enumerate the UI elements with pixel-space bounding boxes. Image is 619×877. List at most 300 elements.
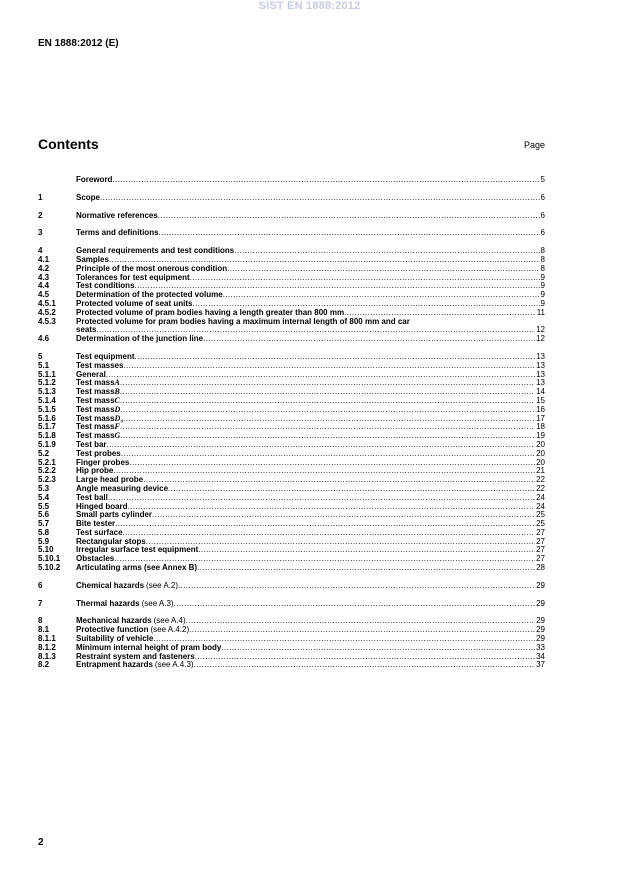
toc-entry-page: 33: [536, 642, 545, 652]
toc-entry-page: 27: [536, 536, 545, 546]
toc-entry-symbol: C: [114, 396, 120, 405]
toc-entry[interactable]: [38, 265, 545, 274]
toc-entry-title-text: Angle measuring device: [76, 484, 169, 493]
toc-entry[interactable]: [38, 626, 545, 635]
toc-entry-number: 5.2: [38, 448, 50, 458]
toc-entry-title: [76, 529, 535, 538]
dot-leader: [234, 247, 539, 256]
toc-entry-title: [76, 194, 540, 203]
toc-entry-reference: (see A.4): [153, 617, 186, 626]
toc-entry[interactable]: [38, 617, 545, 626]
toc-entry-page: 25: [536, 510, 545, 520]
toc-entry-title: [76, 617, 535, 626]
toc-entry-page: 20: [536, 457, 545, 467]
toc-entry-title: [76, 229, 540, 238]
toc-entry-title: [76, 644, 535, 653]
toc-entry-title: [76, 212, 540, 221]
toc-entry-symbol: D: [114, 405, 121, 414]
toc-entry[interactable]: [38, 661, 545, 670]
toc-entry-title-text: Test bar: [76, 440, 107, 449]
toc-entry[interactable]: [38, 529, 545, 538]
toc-entry-page: 22: [536, 475, 545, 485]
dot-leader: [135, 353, 536, 362]
toc-entry-title: [76, 176, 540, 185]
toc-entry-number: 5.7: [38, 519, 50, 529]
toc-entry-title-text: Foreword: [76, 176, 113, 184]
toc-entry-page: 29: [536, 616, 545, 626]
toc-entry-title: [76, 379, 535, 388]
toc-entry-page: 15: [536, 395, 545, 405]
toc-entry-title: [76, 335, 535, 344]
dot-leader: [115, 520, 535, 529]
toc-entry-page: 27: [536, 527, 545, 537]
toc-entry-title-text: Protected volume of seat units: [76, 299, 193, 308]
toc-entry-title: [76, 388, 535, 397]
toc-entry-title-text: Large head probe: [76, 476, 144, 485]
toc-entry-title: [76, 582, 535, 591]
toc-entry[interactable]: [38, 432, 545, 441]
toc-entry-title: [76, 467, 535, 476]
toc-entry-number: 5.10.2: [38, 563, 61, 573]
toc-entry-title-text: Principle of the most onerous condition: [76, 264, 228, 273]
toc-entry-title-text: Protected volume for pram bodies having a maximum internal length of 800 mm and car: [76, 317, 410, 326]
toc-entry[interactable]: [38, 511, 545, 520]
toc-entry-title: [76, 635, 535, 644]
toc-entry-title: [76, 282, 540, 291]
toc-entry-page: 8: [540, 246, 545, 256]
toc-entry[interactable]: [38, 485, 545, 494]
toc-entry-page: 34: [536, 651, 545, 661]
toc-entry[interactable]: [38, 520, 545, 529]
dot-leader: [186, 617, 535, 626]
toc-entry-title: [76, 371, 535, 380]
toc-entry-number: 5.10: [38, 545, 54, 555]
toc-entry[interactable]: [38, 406, 545, 415]
toc-entry-title: [76, 503, 535, 512]
toc-entry-title-text: Samples: [76, 255, 109, 264]
toc-entry-title: [76, 353, 535, 362]
toc-entry-number: 8.1.3: [38, 651, 56, 661]
dot-leader: [120, 423, 535, 432]
toc-entry-title: [76, 406, 535, 415]
dot-leader: [112, 176, 539, 185]
dot-leader: [227, 265, 539, 274]
toc-entry-title-text: Minimum internal height of pram body: [76, 643, 222, 652]
toc-entry-title-text: Chemical hazards: [76, 581, 145, 590]
toc-entry-title: [76, 555, 535, 564]
toc-entry-page: 19: [536, 431, 545, 441]
toc-entry-title: [76, 256, 540, 265]
dot-leader: [123, 529, 536, 538]
toc-entry[interactable]: [38, 362, 545, 371]
toc-entry-title-text: Test mass: [76, 432, 115, 441]
toc-entry-title-text: Test equipment: [76, 352, 135, 361]
dot-leader: [129, 459, 535, 468]
toc-entry-title: [76, 274, 540, 283]
dot-leader: [120, 397, 535, 406]
toc-entry-number: 2: [38, 210, 43, 220]
dot-leader: [223, 291, 540, 300]
toc-entry-page: 6: [540, 228, 545, 238]
dot-leader: [178, 582, 535, 591]
toc-entry-number: 5.1.7: [38, 422, 56, 432]
toc-entry-page: 11: [536, 307, 545, 317]
toc-entry[interactable]: [38, 494, 545, 503]
toc-entry[interactable]: [38, 582, 545, 591]
toc-entry[interactable]: [38, 212, 545, 221]
toc-entry[interactable]: [38, 229, 545, 238]
toc-entry[interactable]: [38, 247, 545, 256]
toc-entry-symbol: F: [114, 423, 120, 432]
toc-entry-page: 9: [540, 281, 545, 291]
dot-leader: [113, 467, 535, 476]
toc-entry-number: 5.10.1: [38, 554, 61, 564]
toc-entry-page: 20: [536, 448, 545, 458]
toc-entry-page: 22: [536, 483, 545, 493]
toc-entry-number: 8: [38, 616, 43, 626]
toc-entry-number: 8.1: [38, 625, 50, 635]
toc-entry-title-text: Obstacles: [76, 555, 115, 564]
toc-entry-title: [76, 362, 535, 371]
dot-leader: [143, 476, 535, 485]
dot-leader: [153, 635, 535, 644]
dot-leader: [120, 406, 535, 415]
toc-entry-page: 5: [540, 175, 545, 184]
toc-entry-symbol: G: [114, 432, 121, 441]
toc-entry-title-text: Terms and definitions: [76, 229, 159, 238]
toc-entry-page: 9: [540, 290, 545, 300]
toc-entry-title: [76, 265, 540, 274]
toc-entry-number: 8.2: [38, 660, 50, 670]
toc-entry-title: [76, 300, 540, 309]
toc-entry[interactable]: [38, 600, 545, 609]
toc-entry-title: [76, 546, 535, 555]
toc-entry-page: 8: [540, 254, 545, 264]
toc-entry-number: 5.1.2: [38, 378, 56, 388]
dot-leader: [135, 282, 540, 291]
toc-entry[interactable]: [38, 353, 545, 362]
toc-entry-title-text: Test ball: [76, 493, 108, 502]
toc-entry-title-text: Test probes: [76, 449, 121, 458]
toc-entry-page: 16: [536, 404, 545, 414]
document-id: EN 1888:2012 (E): [38, 38, 119, 49]
toc-entry-title: [76, 459, 535, 468]
dot-leader: [190, 274, 540, 283]
toc-entry-number: 4.4: [38, 281, 50, 291]
dot-leader: [120, 388, 535, 397]
toc-entry-symbol: B: [114, 388, 120, 397]
dot-leader: [174, 600, 536, 609]
toc-entry-page: 29: [536, 634, 545, 644]
toc-entry[interactable]: [38, 555, 545, 564]
dot-leader: [159, 229, 540, 238]
toc-entry-page: 13: [536, 369, 545, 379]
toc-entry-title-text: Restraint system and fasteners: [76, 652, 195, 661]
toc-entry-title: [76, 476, 535, 485]
toc-entry-title-text: Articulating arms (see Annex B): [76, 564, 198, 573]
toc-entry-page: 21: [536, 466, 545, 476]
toc-entry-page: 27: [536, 545, 545, 555]
toc-entry-reference: (see A.4.2): [150, 626, 190, 635]
toc-entry-title: [76, 626, 535, 635]
toc-entry-number: 6: [38, 580, 43, 590]
dot-leader: [189, 626, 535, 635]
toc-entry[interactable]: [38, 644, 545, 653]
toc-entry-number: 4.5.3: [38, 316, 56, 326]
toc-entry-title-text: Normative references: [76, 211, 158, 220]
toc-entry[interactable]: [38, 388, 545, 397]
toc-entry[interactable]: [38, 564, 545, 573]
toc-entry-title-text: Irregular surface test equipment: [76, 546, 199, 555]
dot-leader: [106, 371, 535, 380]
table-of-contents: [38, 176, 545, 670]
toc-entry-title-text: Rectangular stops: [76, 537, 146, 546]
toc-entry[interactable]: [38, 176, 545, 185]
dot-leader: [197, 564, 535, 573]
toc-entry-number: 1: [38, 192, 43, 202]
toc-entry-title: [76, 397, 535, 406]
toc-entry-page: 14: [536, 387, 545, 397]
toc-entry-number: 8.1.2: [38, 642, 56, 652]
toc-entry-number: 5.1.5: [38, 404, 56, 414]
toc-entry-title-text: Determination of the protected volume: [76, 291, 223, 300]
toc-entry-page: 6: [540, 192, 545, 202]
toc-entry-title-text: Test mass: [76, 388, 115, 397]
toc-entry[interactable]: [38, 318, 545, 336]
toc-entry-title: [76, 432, 535, 441]
toc-entry-page: 27: [536, 554, 545, 564]
toc-entry[interactable]: [38, 450, 545, 459]
toc-entry-title: [76, 247, 540, 256]
toc-entry-title-text: Tolerances for test equipment: [76, 273, 190, 282]
toc-entry-title: [76, 520, 535, 529]
toc-entry-title-text: Bite tester: [76, 520, 116, 529]
toc-entry-number: 4.2: [38, 263, 50, 273]
toc-entry-page: 29: [536, 625, 545, 635]
toc-entry-page: 13: [536, 351, 545, 361]
toc-entry-title-text: Test mass: [76, 379, 115, 388]
toc-entry-page: 24: [536, 492, 545, 502]
dot-leader: [108, 494, 535, 503]
toc-entry-title: [76, 485, 535, 494]
toc-entry-page: 29: [536, 580, 545, 590]
toc-entry-page: 17: [536, 413, 545, 423]
toc-entry-number: 5.2.3: [38, 475, 56, 485]
watermark: SIST EN 1888:2012: [258, 0, 361, 12]
toc-entry-page: 18: [536, 422, 545, 432]
toc-entry[interactable]: [38, 300, 545, 309]
dot-leader: [195, 653, 535, 662]
toc-entry[interactable]: [38, 379, 545, 388]
toc-entry-title-text: Test mass: [76, 396, 115, 405]
toc-entry-number: 5.4: [38, 492, 50, 502]
toc-entry-title: [76, 450, 535, 459]
toc-entry-title-text: Protective function: [76, 626, 149, 635]
toc-entry-title: [76, 564, 535, 573]
toc-entry-number: 4.3: [38, 272, 50, 282]
toc-entry[interactable]: [38, 397, 545, 406]
toc-entry-page: 20: [536, 439, 545, 449]
toc-entry-number: 5.2.1: [38, 457, 56, 467]
toc-entry-title: [76, 538, 535, 547]
toc-entry-number: 5.1: [38, 360, 50, 370]
toc-entry-page: 25: [536, 519, 545, 529]
toc-entry-number: 5.1.1: [38, 369, 56, 379]
dot-leader: [123, 415, 535, 424]
toc-entry-page: 13: [536, 378, 545, 388]
toc-entry-number: 5.1.4: [38, 395, 56, 405]
toc-entry-title-text: Finger probes: [76, 458, 130, 467]
toc-entry-title: [76, 511, 535, 520]
toc-entry[interactable]: [38, 467, 545, 476]
toc-entry[interactable]: [38, 423, 545, 432]
toc-entry-title-text: Determination of the junction line: [76, 335, 204, 344]
toc-entry-title-text: Hip probe: [76, 467, 114, 476]
dot-leader: [198, 546, 535, 555]
toc-entry-title: [76, 600, 535, 609]
toc-entry[interactable]: [38, 309, 545, 318]
toc-entry-number: 8.1.1: [38, 634, 56, 644]
toc-entry[interactable]: [38, 256, 545, 265]
toc-entry[interactable]: [38, 335, 545, 344]
toc-entry-page: 12: [536, 334, 545, 344]
toc-entry-title: [76, 309, 536, 318]
toc-entry-number: 5.1.6: [38, 413, 56, 423]
toc-entry[interactable]: [38, 274, 545, 283]
dot-leader: [128, 503, 536, 512]
toc-entry-title-text: Thermal hazards: [76, 599, 140, 608]
toc-entry-page: 12: [536, 325, 545, 335]
toc-entry-symbol: A: [114, 379, 120, 388]
toc-entry-title-text: Test masses: [76, 361, 124, 370]
toc-entry-title-text: Entrapment hazards: [76, 661, 153, 670]
toc-entry-number: 7: [38, 598, 43, 608]
dot-leader: [114, 555, 535, 564]
toc-entry-title-text: Test mass: [76, 405, 115, 414]
toc-entry-title-text: Mechanical hazards: [76, 617, 152, 626]
toc-entry[interactable]: [38, 653, 545, 662]
toc-entry-number: 5.3: [38, 483, 50, 493]
toc-entry-number: 3: [38, 228, 43, 238]
dot-leader: [344, 309, 536, 318]
contents-heading: Contents: [38, 136, 99, 152]
toc-entry-page: 24: [536, 501, 545, 511]
toc-entry-number: 4.6: [38, 334, 50, 344]
toc-entry[interactable]: [38, 415, 545, 424]
dot-leader: [96, 326, 535, 335]
toc-entry-title: [76, 653, 535, 662]
toc-entry-page: 28: [536, 563, 545, 573]
toc-entry[interactable]: [38, 546, 545, 555]
toc-entry[interactable]: [38, 459, 545, 468]
toc-entry-page: 9: [540, 298, 545, 308]
toc-entry-number: 4.5: [38, 290, 50, 300]
toc-entry-number: 5.1.9: [38, 439, 56, 449]
dot-leader: [120, 432, 535, 441]
dot-leader: [194, 661, 536, 670]
page-number: 2: [38, 837, 44, 848]
toc-entry-title-text: Test mass: [76, 414, 115, 423]
toc-entry-number: 4.5.1: [38, 298, 56, 308]
toc-entry-number: 5.1.3: [38, 387, 56, 397]
toc-entry[interactable]: [38, 538, 545, 547]
toc-entry-title-text: Hinged board: [76, 502, 128, 511]
toc-entry-number: 5.8: [38, 527, 50, 537]
dot-leader: [100, 194, 540, 203]
toc-entry-page: 8: [540, 263, 545, 273]
toc-entry-number: 4.5.2: [38, 307, 56, 317]
toc-entry-title-text: Suitability of vehicle: [76, 635, 154, 644]
toc-entry-title-text: seats: [76, 325, 97, 335]
toc-entry-title: [76, 661, 535, 670]
dot-leader: [152, 511, 535, 520]
toc-entry-title: [76, 423, 535, 432]
page-column-label: Page: [523, 140, 545, 150]
toc-entry-title-text: Test mass: [76, 423, 115, 432]
dot-leader: [107, 441, 536, 450]
dot-leader: [192, 300, 539, 309]
dot-leader: [203, 335, 535, 344]
toc-entry-title-text: Scope: [76, 193, 101, 202]
toc-entry-number: 5.1.8: [38, 431, 56, 441]
toc-entry-number: 5.5: [38, 501, 50, 511]
toc-entry-title: [76, 318, 535, 336]
dot-leader: [120, 379, 535, 388]
toc-entry-title: [76, 291, 540, 300]
toc-entry-title-text: Test surface: [76, 528, 123, 537]
toc-entry-title: [76, 441, 535, 450]
toc-entry[interactable]: [38, 441, 545, 450]
dot-leader: [168, 485, 535, 494]
toc-entry-title-text: General: [76, 370, 106, 379]
toc-entry-page: 37: [536, 660, 545, 670]
dot-leader: [221, 644, 535, 653]
dot-leader: [158, 212, 540, 221]
toc-entry-number: 5.2.2: [38, 466, 56, 476]
toc-entry-reference: (see A.4.3): [154, 661, 194, 670]
toc-entry[interactable]: [38, 503, 545, 512]
dot-leader: [123, 362, 535, 371]
toc-entry[interactable]: [38, 476, 545, 485]
toc-entry-symbol: D₀: [114, 414, 124, 423]
toc-entry-number: 4.1: [38, 254, 50, 264]
toc-entry-title-text: General requirements and test conditions: [76, 247, 235, 256]
toc-entry-number: 5.9: [38, 536, 50, 546]
toc-entry-page: 13: [536, 360, 545, 370]
toc-entry[interactable]: [38, 282, 545, 291]
dot-leader: [121, 450, 535, 459]
toc-entry-page: 29: [536, 598, 545, 608]
toc-entry-page: 6: [540, 210, 545, 220]
toc-entry-number: 4: [38, 246, 43, 256]
toc-entry-page: 9: [540, 272, 545, 282]
toc-entry[interactable]: [38, 194, 545, 203]
toc-entry-title-text: Test conditions: [76, 282, 135, 291]
toc-entry-reference: (see A.3): [141, 599, 174, 608]
toc-entry[interactable]: [38, 371, 545, 380]
toc-entry[interactable]: [38, 291, 545, 300]
toc-entry-title-text: Small parts cylinder: [76, 511, 153, 520]
toc-entry-number: 5: [38, 351, 43, 361]
toc-entry-reference: (see A.2): [146, 581, 179, 590]
dot-leader: [146, 538, 535, 547]
toc-entry-title: [76, 415, 535, 424]
toc-entry-number: 5.6: [38, 510, 50, 520]
toc-entry[interactable]: [38, 635, 545, 644]
dot-leader: [109, 256, 540, 265]
toc-entry-title-text: Protected volume of pram bodies having a length greater than 800 mm: [76, 308, 345, 317]
toc-entry-title: [76, 494, 535, 503]
